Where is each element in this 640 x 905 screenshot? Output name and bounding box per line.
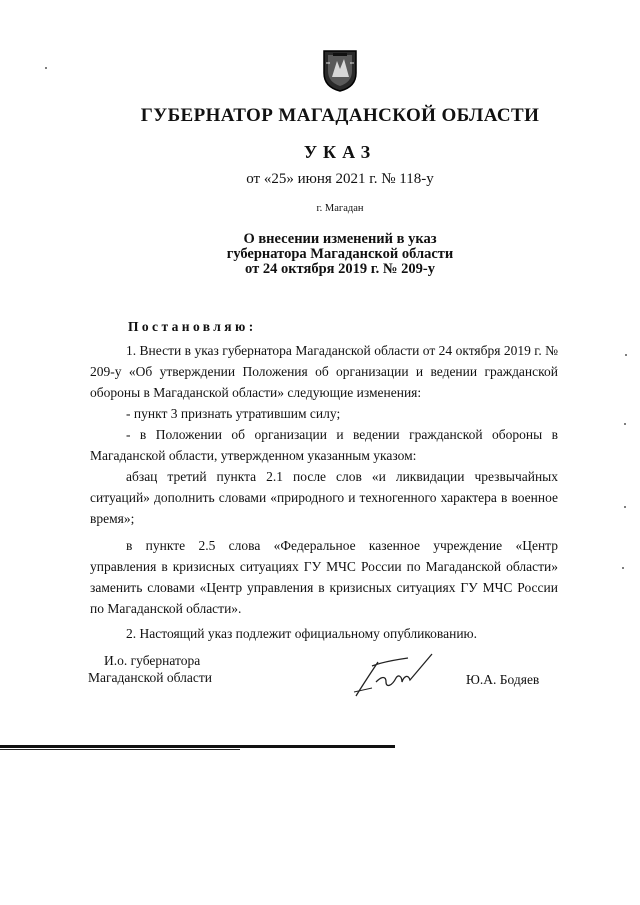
signatory-position-line-2: Магаданской области xyxy=(88,670,212,685)
document-number-date: от «25» июня 2021 г. № 118-у xyxy=(246,171,434,187)
signatory-name: Ю.А. Бодяев xyxy=(466,672,540,687)
bottom-rule-shadow xyxy=(0,749,240,750)
item-2: 2. Настоящий указ подлежит официальному опубликованию. xyxy=(126,626,478,641)
document-city: г. Магадан xyxy=(316,203,364,214)
preamble-word: Постановляю xyxy=(128,319,249,334)
item-1-subpoint-b2: в пункте 2.5 слова «Федеральное казенное учреждение «Центр управления в кризисных ситуациях ГУ МЧС России по Магаданской области» заменить словами «Центр управления в кризисных ситуациях ГУ МЧС России по Магаданской области». xyxy=(90,538,558,616)
signatory-position xyxy=(88,652,212,686)
document-subject xyxy=(0,232,640,277)
subject-line-2: губернатора Магаданской области xyxy=(226,246,454,262)
item-1-subpoint-b: - в Положении об организации и ведении гражданской обороны в Магаданской области, утвержденном указанным указом: xyxy=(90,427,558,463)
document-type: УКАЗ xyxy=(303,142,377,162)
scan-speck xyxy=(624,423,626,425)
item-1-subpoint-b1: абзац третий пункта 2.1 после слов «и ликвидации чрезвычайных ситуаций» дополнить словами «природного и техногенного характера в военное время»; xyxy=(90,469,558,526)
signatory-position-line-1: И.о. губернатора xyxy=(104,653,201,668)
subject-line-1: О внесении изменений в указ xyxy=(243,231,437,247)
bottom-rule xyxy=(0,745,395,748)
handwritten-signature xyxy=(352,652,437,700)
scan-speck xyxy=(45,67,47,69)
scan-speck xyxy=(622,567,624,569)
item-1: 1. Внести в указ губернатора Магаданской области от 24 октября 2019 г. № 209-у «Об утверждении Положения об организации и ведении гражданской обороны в Магаданской области» следующие изменения: xyxy=(90,343,558,400)
preamble-colon: : xyxy=(248,319,254,334)
scan-speck xyxy=(624,506,626,508)
item-1-subpoint-a: - пункт 3 признать утратившим силу; xyxy=(126,406,341,421)
coat-of-arms-icon xyxy=(320,47,360,93)
decree-preamble xyxy=(128,319,253,335)
decree-body xyxy=(90,340,558,644)
issuer-title: ГУБЕРНАТОР МАГАДАНСКОЙ ОБЛАСТИ xyxy=(140,105,540,126)
scan-speck xyxy=(625,354,627,356)
subject-line-3: от 24 октября 2019 г. № 209-у xyxy=(245,261,435,277)
